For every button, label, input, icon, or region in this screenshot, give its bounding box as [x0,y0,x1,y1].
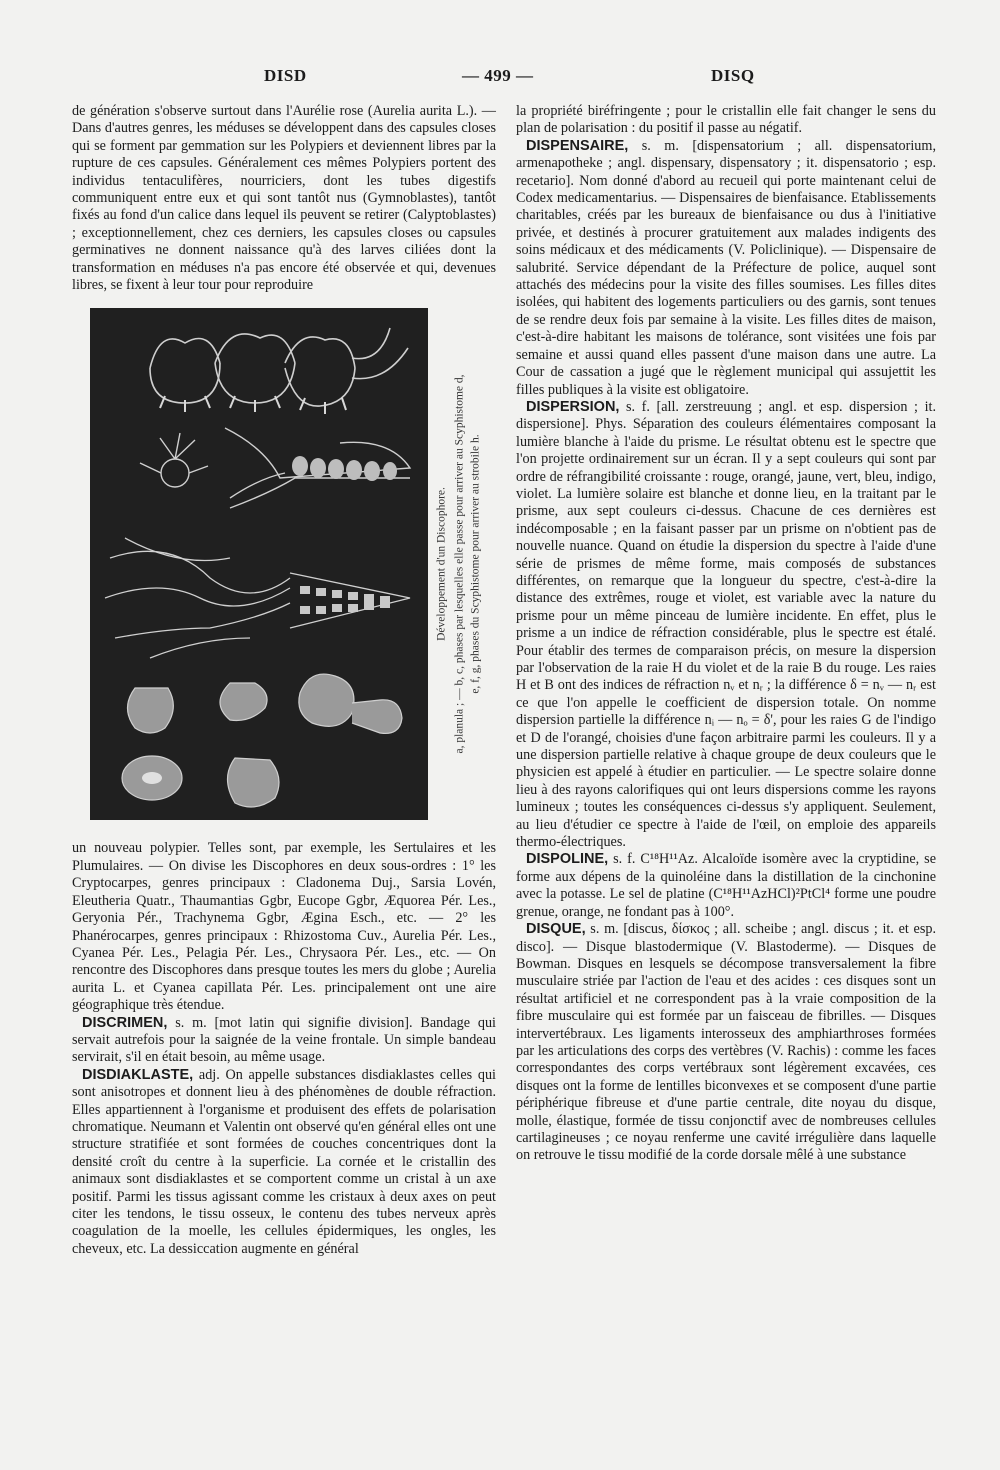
disdiaklaste-text-end: la propriété biréfringente ; pour le cristallin elle fait changer le sens du plan de polarisation : du positif il passe au négatif. [516,103,936,137]
definition-disdiaklaste: adj. On appelle substances disdiaklastes celles qui sont anisotropes et donnent lieu à des phénomènes de double réfraction. Elles appartiennent à l'organisme et produisent des effets de polarisation chromatique. Neumann et Valentin ont observé qu'en général elles ont une structure stratifiée et sont formées de couches concentriques dont la densité croît du centre à la superficie. La cornée et le cristallin des animaux sont disdiaklastes et se comportent comme un cristal à un axe positif. Parmi les tissus agissant comme les cristaux à deux axes on peut citer les tendons, le tissu osseux, le contenu des tubes nerveux après coagulation de la moelle, les cellules épidermiques, les ongles, les cheveux, etc. La dessiccation augmente en général [72,1066,496,1257]
figure-legend-line-1: a, planula ; — b, c, phases par lesquelles elle passe pour arriver au Scyphistome d, [453,374,466,755]
headword-discrimen: DISCRIMEN, [82,1014,168,1031]
entry-disque [516,921,936,1165]
page-number: — 499 — [462,66,534,85]
entry-discrimen [72,1015,496,1067]
definition-disque: s. m. [discus, δίσκος ; all. scheibe ; angl. discus ; it. et esp. disco]. — Disque blastodermique (V. Blastoderme). — Disques de Bowman. Disques en lesquels se décompose transversalement la fibre musculaire striée par l'action de l'eau et des acides : ces disques sont un résultat artificiel et ne correspondent pas à la vraie composition de la fibre musculaire qui est formée par un faisceau de fibrilles. — Disques intervertébraux. Les ligaments interosseux des amphiarthroses formées par les articulations des corps des vertèbres (V. Rachis) : comme les faces correspondantes des corps vertébraux sont légèrement excavées, ces disques ont la forme de lentilles biconvexes et se composent d'une partie périphérique fibreuse et d'une partie centrale, dite noyau du disque, molle, élastique, formée de tissu conjonctif avec de nombreuses cellules cartilagineuses ; ce noyau renferme une cavité irrégulière dans laquelle on retrouve le tissu modifié de la corde dorsale mêlé à une substance [516,921,936,1164]
entry-dispersion [516,399,936,852]
discophore-text-end: un nouveau polypier. Telles sont, par exemple, les Sertulaires et les Plumulaires. — On divise les Discophores en deux sous-ordres : 1° les Cryptocarpes, genres principaux : Cladonema Duj., Sarsia Lovén, Eleutheria Quatr., Thaumantias Ggbr, Eucope Ggbr, Æquorea Pér. Les., Geryonia Pér., Trachynema Ggbr, Ægina Esch., etc. — 2° les Phanérocarpes, genres principaux : Rhizostoma Cuv., Aurelia Pér. Les., Cyanea Pér. Les., Pelagia Pér. Les., Chrysaora Pér. Les., etc. — On rencontre des Discophores dans presque toutes les mers du globe ; Aurelia aurita L. et Cyanea capillata Pér. Les. principalement ont une aire géographique très étendue. [72,840,496,1014]
header-left-guide-word: DISD [264,66,307,85]
headword-disdiaklaste: DISDIAKLASTE, [82,1066,194,1083]
medusa-development-illustration [90,308,428,820]
figure-legend-line-2: e, f, g, phases du Scyphistome pour arriver au strobile h. [469,434,482,695]
definition-dispoline: s. f. C¹⁸H¹¹Az. Alcaloïde isomère avec la cryptidine, se forme aux dépens de la quinoléine dans la distillation de la cinchonine avec la potasse. Le sel de platine (C¹⁸H¹¹AzHCl)²PtCl⁴ forme une poudre grenue, orange, ne fondant pas à 100°. [516,851,936,920]
header-right-guide-word: DISQ [711,66,755,85]
headword-disque: DISQUE, [526,921,586,938]
right-column [516,103,936,1165]
headword-dispoline: DISPOLINE, [526,851,609,868]
headword-dispensaire: DISPENSAIRE, [526,137,629,154]
entry-dispensaire [516,138,936,399]
discophore-engraving [90,308,428,820]
definition-dispersion: s. f. [all. zerstreuung ; angl. et esp. dispersion ; it. dispersione]. Phys. Séparation des couleurs élémentaires composant la lumière blanche à l'aide du prisme. Le résultat obtenu est le spectre que l'on projette ordinairement sur un écran. Il y a sept couleurs qui sont par ordre de réfrangibilité croissante : rouge, orangé, jaune, vert, bleu, indigo, violet. La lumière solaire est blanche et donne lieu, en la traitant par le prisme, aux sept couleurs ci-dessus. Chacune de ces dernières est indécomposable ; en la faisant passer par un prisme on n'obtient pas de nouvelle nuance. Quand on étudie la dispersion du spectre à l'aide d'une série de prismes de même forme, mais composés de substances différentes, on remarque que la longueur du spectre, c'est-à-dire la distance des extrêmes, rouge et violet, est variable avec la nature du prisme pour un même pinceau de lumière incidente. En effet, plus le prisme a un indice de réfraction considérable, plus le spectre est étalé. Pour établir des termes de comparaison précis, on mesure la dispersion par l'observation de la raie H du violet et de la raie B du rouge. Les raies H et B ont des indices de réfraction nᵥ et nᵣ ; la différence δ = nᵥ — nᵣ est ce que l'on appelle le coefficient de dispersion totale. On nomme dispersion partielle la différence nᵢ — nₒ = δ', pour les raies G de l'indigo et D de l'orangé, choisies d'une façon arbitraire parmi les couleurs. Il y a une dispersion partielle relative à chaque groupe de deux couleurs que le physicien est appelé à étudier en particulier. — Le spectre solaire donne lieu à des rayons calorifiques qui ont leurs dispersions comme les rayons lumineux ; toutes les conséquences ci-dessus s'y appliquent. Seulement, au lieu d'étudier ce spectre à l'aide de l'œil, on emploie des appareils thermo-électriques. [516,398,936,851]
headword-dispersion: DISPERSION, [526,398,620,415]
left-column [72,103,496,1258]
discophore-figure [72,308,496,828]
entry-dispoline [516,851,936,921]
definition-discrimen: s. m. [mot latin qui signifie division]. Bandage qui servait autrefois pour la saignée de la veine frontale. Un simple bandeau servirait, s'il en était besoin, au même usage. [72,1014,496,1066]
entry-disdiaklaste [72,1067,496,1258]
definition-dispensaire: s. m. [dispensatorium ; all. dispensatorium, armenapotheke ; angl. dispensary, dispensatory ; it. dispensatorio ; esp. recetario]. Nom donné d'abord au recueil qui porte maintenant celui de Codex medicamentarius. — Dispensaires de bienfaisance. Etablissements charitables, créés par les bureaux de bienfaisance ou dus à l'initiative privée, et destinés à procurer gratuitement aux malades indigents des soins médicaux et des médicaments (V. Policlinique). — Dispensaire de salubrité. Service dépendant de la Préfecture de police, auquel sont attachés des médecins pour la visite des filles soumises. Les filles dites isolées, qui habitent des logements particuliers ou des garnis, sont tenues de se rendre deux fois par semaine à la visite. Les filles dites de maison, c'est-à-dire habitant les maisons de tolérance, sont visitées une fois par semaine et aussi quand elles passent d'une maison dans une autre. La Cour de cassation a jugé que le règlement municipal qui assujettit les filles publiques à la visite est obligatoire. [516,137,936,398]
figure-title: Développement d'un Discophore. [435,487,448,642]
discophore-text-continued: de génération s'observe surtout dans l'Aurélie rose (Aurelia aurita L.). — Dans d'autres genres, les méduses se développent dans des capsules closes qui se forment par gemmation sur les Polypiers et deviennent libres par la rupture de ces capsules. Généralement ces mêmes Polypiers portent des individus tentaculifères, nourriciers, dont les tubes digestifs communiquent entre eux et qui sont tantôt nus (Gymnoblastes), tantôt fixés au fond d'un calice dans lequel ils peuvent se retirer (Calyptoblastes) ; exceptionnellement, chez ces derniers, les capsules closes ou capsules germinatives ne donnent naissance qu'à des larves ciliées dont la transformation en méduses n'a pas encore été observée et qui, devenues libres, se fixent à leur tour pour reproduire [72,103,496,294]
page-header [0,66,1000,90]
